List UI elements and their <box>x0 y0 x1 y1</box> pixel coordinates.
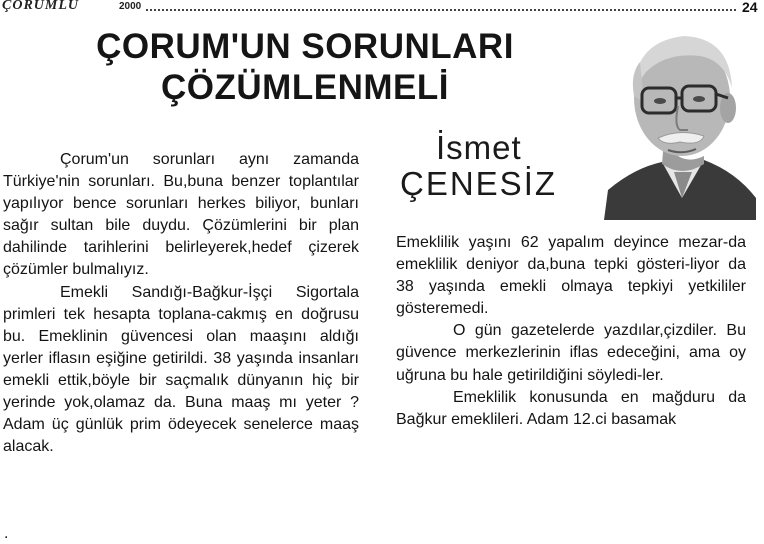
newspaper-logo: ÇORUMLU <box>2 0 80 13</box>
headline-line-1: ÇORUM'UN SORUNLARI <box>96 27 514 66</box>
article-column-right <box>396 232 746 431</box>
masthead <box>0 0 764 18</box>
paragraph: Çorum'un sorunları aynı zamanda Türkiye'nin sorunları. Bu,buna benzer toplantılar yapılıyor bence sorunları herkes biliyor, bunları sağır sultan bile duydu. Çözümlerini bir plan dahilinde tarihlerini belirleyerek,hedef çizerek çözümler bulmalıyız. <box>3 151 359 279</box>
paragraph: Emeklilik yaşını 62 yapalım deyince mezar-da emeklilik deniyor da,buna tepki gösteri-liyor da 38 yaşında emekli olmaya tepkiyi yetkililer gösteremedi. <box>396 234 746 318</box>
paragraph: Emekli Sandığı-Bağkur-İşçi Sigortala primleri tek hesapta toplana-cakmış en doğrusu bu. Emeklinin güvencesi olan maaşını aldığı yerler iflasın eşiğine getirildi. 38 yaşında insanları emekli ettik,böyle bir saçmalık dünyanın hiç bir yerinde yok,olamaz da. Buna maaş mı yeter ? Adam üç günlük prim ödeyecek senelerce maaş alacak. <box>3 283 359 456</box>
portrait-illustration <box>604 22 756 220</box>
article-column-left <box>3 149 359 458</box>
page-number: 24 <box>742 0 758 15</box>
paragraph: Emeklilik konusunda en mağduru da Bağkur emeklileri. Adam 12.ci basamak <box>396 388 746 428</box>
article-headline <box>40 26 570 108</box>
masthead-year: 2000 <box>119 1 142 12</box>
author-byline <box>400 130 600 202</box>
stray-mark: . <box>4 525 9 542</box>
author-portrait-photo <box>604 22 756 220</box>
author-last-name: ÇENESİZ <box>400 165 558 202</box>
masthead-dotted-rule <box>146 9 736 11</box>
paragraph: O gün gazetelerde yazdılar,çizdiler. Bu güvence merkezlerinin iflas edeceğini, ama oy uğruna bu hale getirildiğini söyledi-ler. <box>396 322 746 384</box>
author-first-name: İsmet <box>436 129 522 166</box>
headline-line-2: ÇÖZÜMLENMELİ <box>161 68 449 107</box>
